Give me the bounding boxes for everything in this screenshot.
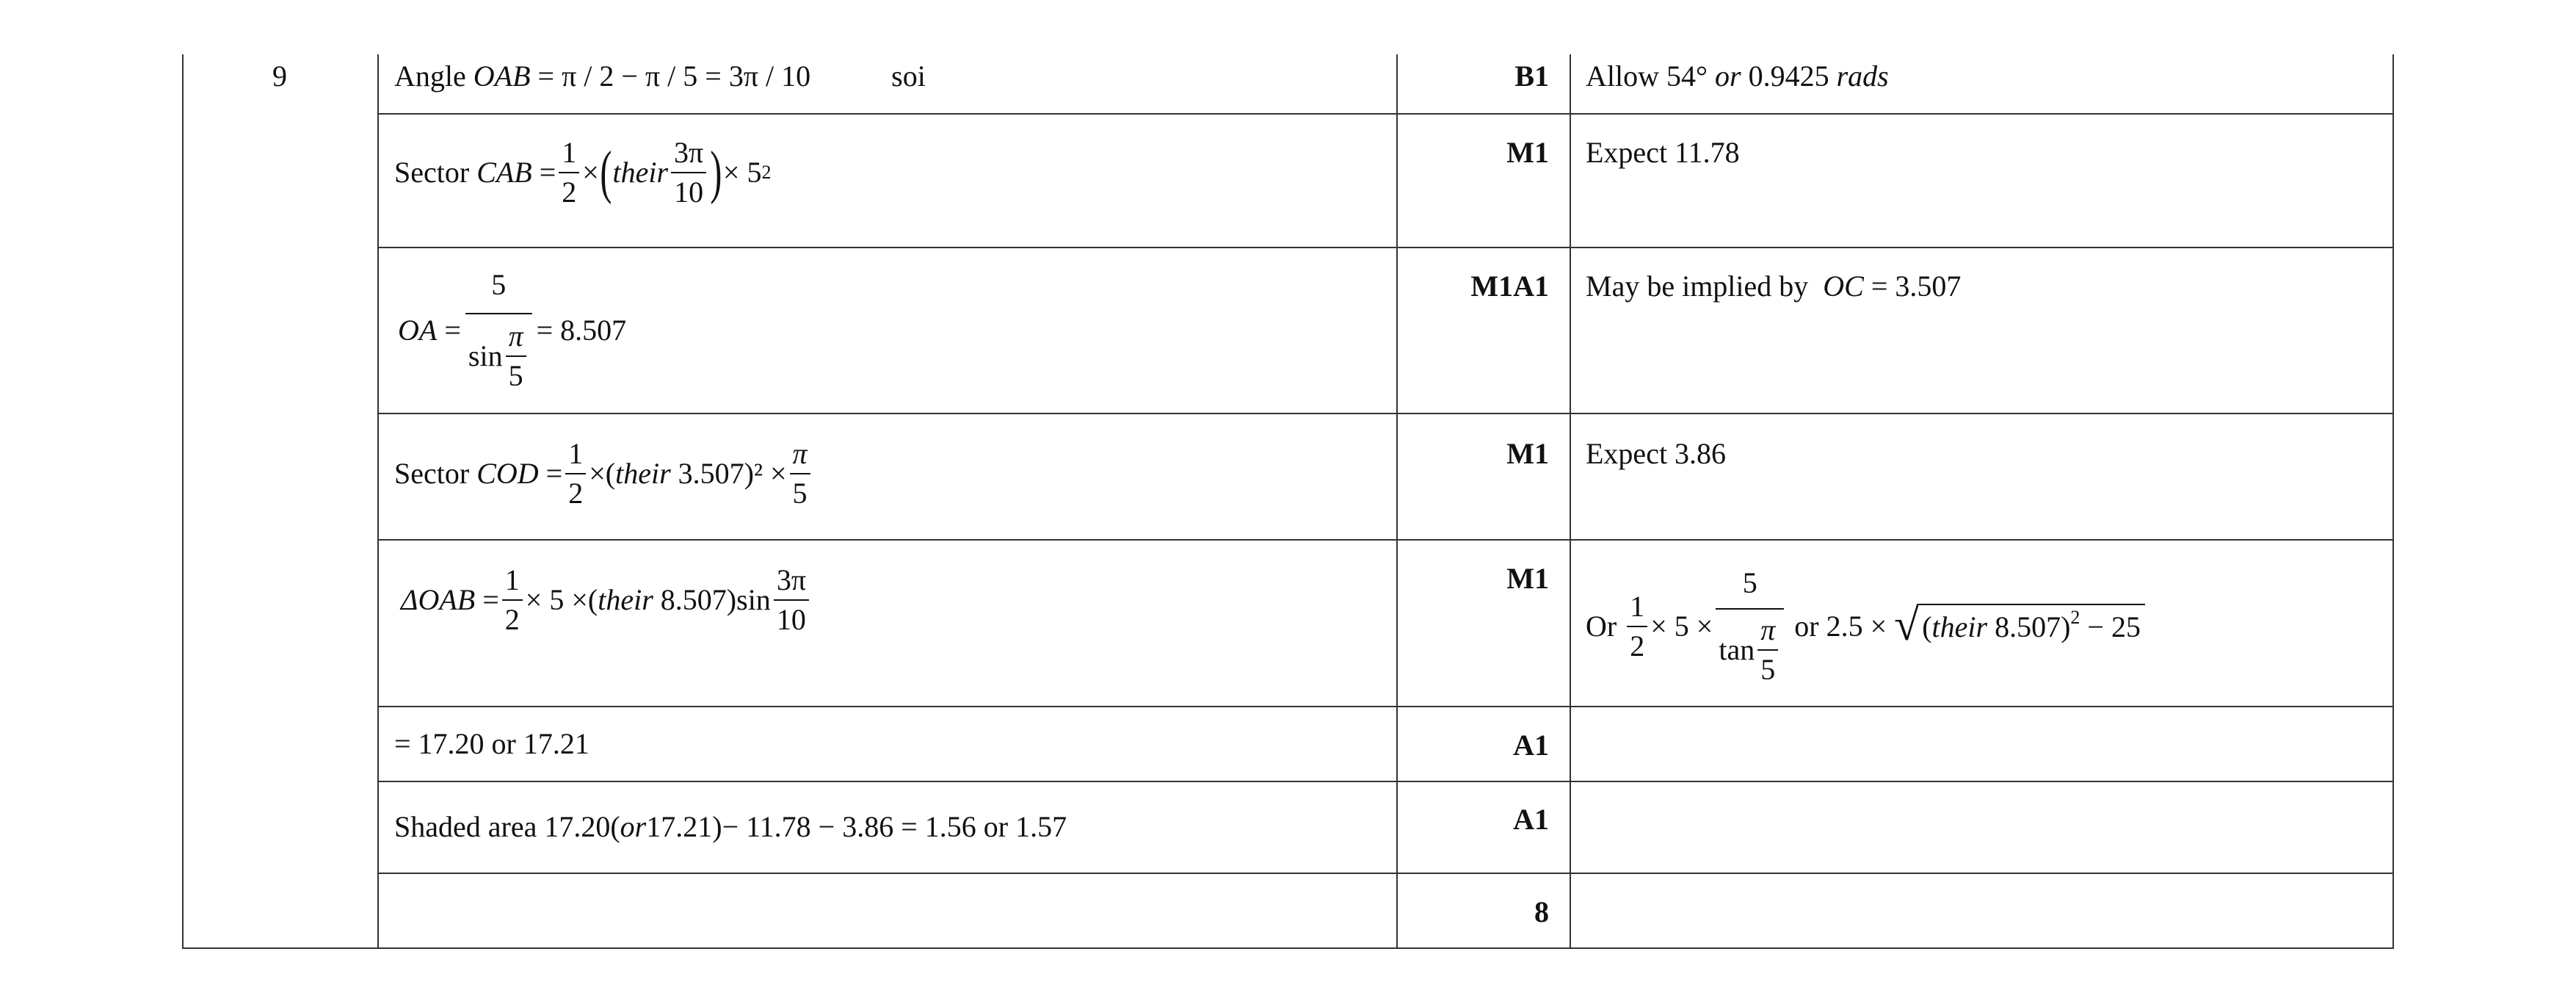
guidance-row-5 xyxy=(1586,568,2145,685)
guidance-row-1 xyxy=(1586,59,1889,93)
table-border-left xyxy=(182,54,184,949)
angle-variable: OAB xyxy=(473,59,531,93)
square-root: √ (their 8.507)$^2$ − 25 xyxy=(1894,604,2145,649)
or-word: or xyxy=(620,810,647,843)
mark-row-3: M1A1 xyxy=(1470,270,1549,303)
or-alternative: or 2.5 × xyxy=(1794,610,1887,643)
guidance-row-2: Expect 11.78 xyxy=(1586,136,1740,169)
sector-variable: CAB xyxy=(476,156,532,189)
working-label: Sector xyxy=(394,156,470,189)
implied-text: May be implied by xyxy=(1586,270,1809,303)
angle-fraction: $\frac{3\pi}{10}$ xyxy=(671,138,706,207)
allow-degrees: Allow 54° xyxy=(1586,59,1708,93)
alt-value: 17.21 xyxy=(646,810,713,843)
pi-over-5: $\frac{\pi}{5}$ xyxy=(506,322,526,391)
pi-over-5: $\frac{\pi}{5}$ xyxy=(1757,615,1778,685)
pi-over-5: $\frac{\pi}{5}$ xyxy=(790,439,810,508)
their-word: their xyxy=(615,457,671,490)
column-divider xyxy=(1396,54,1398,949)
or-word: Or xyxy=(1586,610,1617,643)
column-divider xyxy=(1570,54,1571,949)
sin-function: sin xyxy=(736,583,771,616)
their-word: their xyxy=(598,583,653,616)
minus-25: − 25 xyxy=(2087,610,2141,643)
sin-function: sin xyxy=(468,339,503,372)
close-paren: ) xyxy=(710,140,722,205)
mark-row-2: M1 xyxy=(1506,136,1549,169)
working-label: Angle xyxy=(394,59,466,93)
table-border-right xyxy=(2392,54,2394,949)
working-label: Sector xyxy=(394,457,470,490)
working-row-1 xyxy=(394,59,926,93)
square-sign: ² xyxy=(753,457,763,490)
oa-variable: OA xyxy=(398,314,438,347)
mark-row-5: M1 xyxy=(1506,562,1549,595)
shaded-area-label: Shaded area 17.20 xyxy=(394,810,611,843)
rads-unit: rads xyxy=(1836,59,1889,93)
column-divider xyxy=(377,54,379,949)
working-row-5: ΔOAB = $\frac{1}{2}$ × 5 × ( their 8.507 ) sin $\frac{3\pi}{10}$ xyxy=(401,566,812,635)
row-divider xyxy=(377,781,2394,782)
half-fraction: $\frac{1}{2}$ xyxy=(502,566,523,635)
half-fraction: $\frac{1}{2}$ xyxy=(559,138,579,207)
their-word: their xyxy=(612,156,669,189)
oc-value: = 3.507 xyxy=(1871,270,1962,303)
working-row-6: = 17.20 or 17.21 xyxy=(394,727,589,760)
working-row-3: OA = 5 sin $\frac{\pi}{5}$ = 8.507 xyxy=(398,268,627,392)
mark-row-1: B1 xyxy=(1514,59,1549,93)
mark-row-4: M1 xyxy=(1506,437,1549,470)
tan-function: tan xyxy=(1719,633,1755,666)
mark-row-7: A1 xyxy=(1513,803,1549,836)
radius-value: 3.507 xyxy=(678,457,744,490)
triangle-variable: ΔOAB xyxy=(401,583,476,616)
oa-fraction: 5 sin $\frac{\pi}{5}$ xyxy=(465,270,532,391)
guidance-row-4: Expect 3.86 xyxy=(1586,437,1727,470)
row-divider xyxy=(377,413,2394,414)
row-divider xyxy=(377,113,2394,115)
their-word: their xyxy=(1931,610,1988,643)
row-divider xyxy=(377,247,2394,248)
angle-expression: = π / 2 − π / 5 = 3π / 10 xyxy=(537,59,811,93)
row-divider xyxy=(377,873,2394,874)
oc-variable: OC xyxy=(1823,270,1864,303)
working-row-7: Shaded area 17.20(or17.21)− 11.78 − 3.86 = 1.56 or 1.57 xyxy=(394,810,1067,843)
angle-fraction: $\frac{3\pi}{10}$ xyxy=(774,566,809,635)
radian-value: 0.9425 xyxy=(1748,59,1829,93)
working-row-4: Sector COD = $\frac{1}{2}$ ×( their 3.507 ) ² × $\frac{\pi}{5}$ xyxy=(394,439,813,508)
five-over-tan: 5 tan $\frac{\pi}{5}$ xyxy=(1716,568,1784,685)
open-paren: ( xyxy=(600,140,612,205)
row-divider xyxy=(377,706,2394,707)
radius-exponent: 2 xyxy=(761,162,772,183)
total-marks: 8 xyxy=(1534,895,1549,928)
times-five: × 5 × xyxy=(1650,610,1713,643)
question-number: 9 xyxy=(272,59,287,93)
radical-sign: √ xyxy=(1894,600,1920,650)
shaded-area-result: − 11.78 − 3.86 = 1.56 or 1.57 xyxy=(722,810,1067,843)
table-border-bottom xyxy=(182,947,2394,949)
sector-variable: COD xyxy=(476,457,539,490)
square-exponent: 2 xyxy=(2070,607,2080,628)
guidance-row-3 xyxy=(1586,272,1961,301)
row-divider xyxy=(377,539,2394,541)
times-five: × 5 × xyxy=(525,583,588,616)
working-row-2: Sector CAB = $\frac{1}{2}$ × ( their $\frac{3\pi}{10}$ ) × 5 2 xyxy=(394,136,772,209)
half-fraction: $\frac{1}{2}$ xyxy=(1627,592,1647,661)
half-fraction: $\frac{1}{2}$ xyxy=(565,439,586,508)
radius-factor: × 5 xyxy=(722,156,762,189)
oa-value: 8.507 xyxy=(1995,610,2061,643)
oa-value: 8.507 xyxy=(660,583,727,616)
oa-result: = 8.507 xyxy=(536,314,627,347)
or-word: or xyxy=(1715,59,1741,93)
mark-row-6: A1 xyxy=(1513,729,1549,762)
soi-note: soi xyxy=(891,59,926,93)
